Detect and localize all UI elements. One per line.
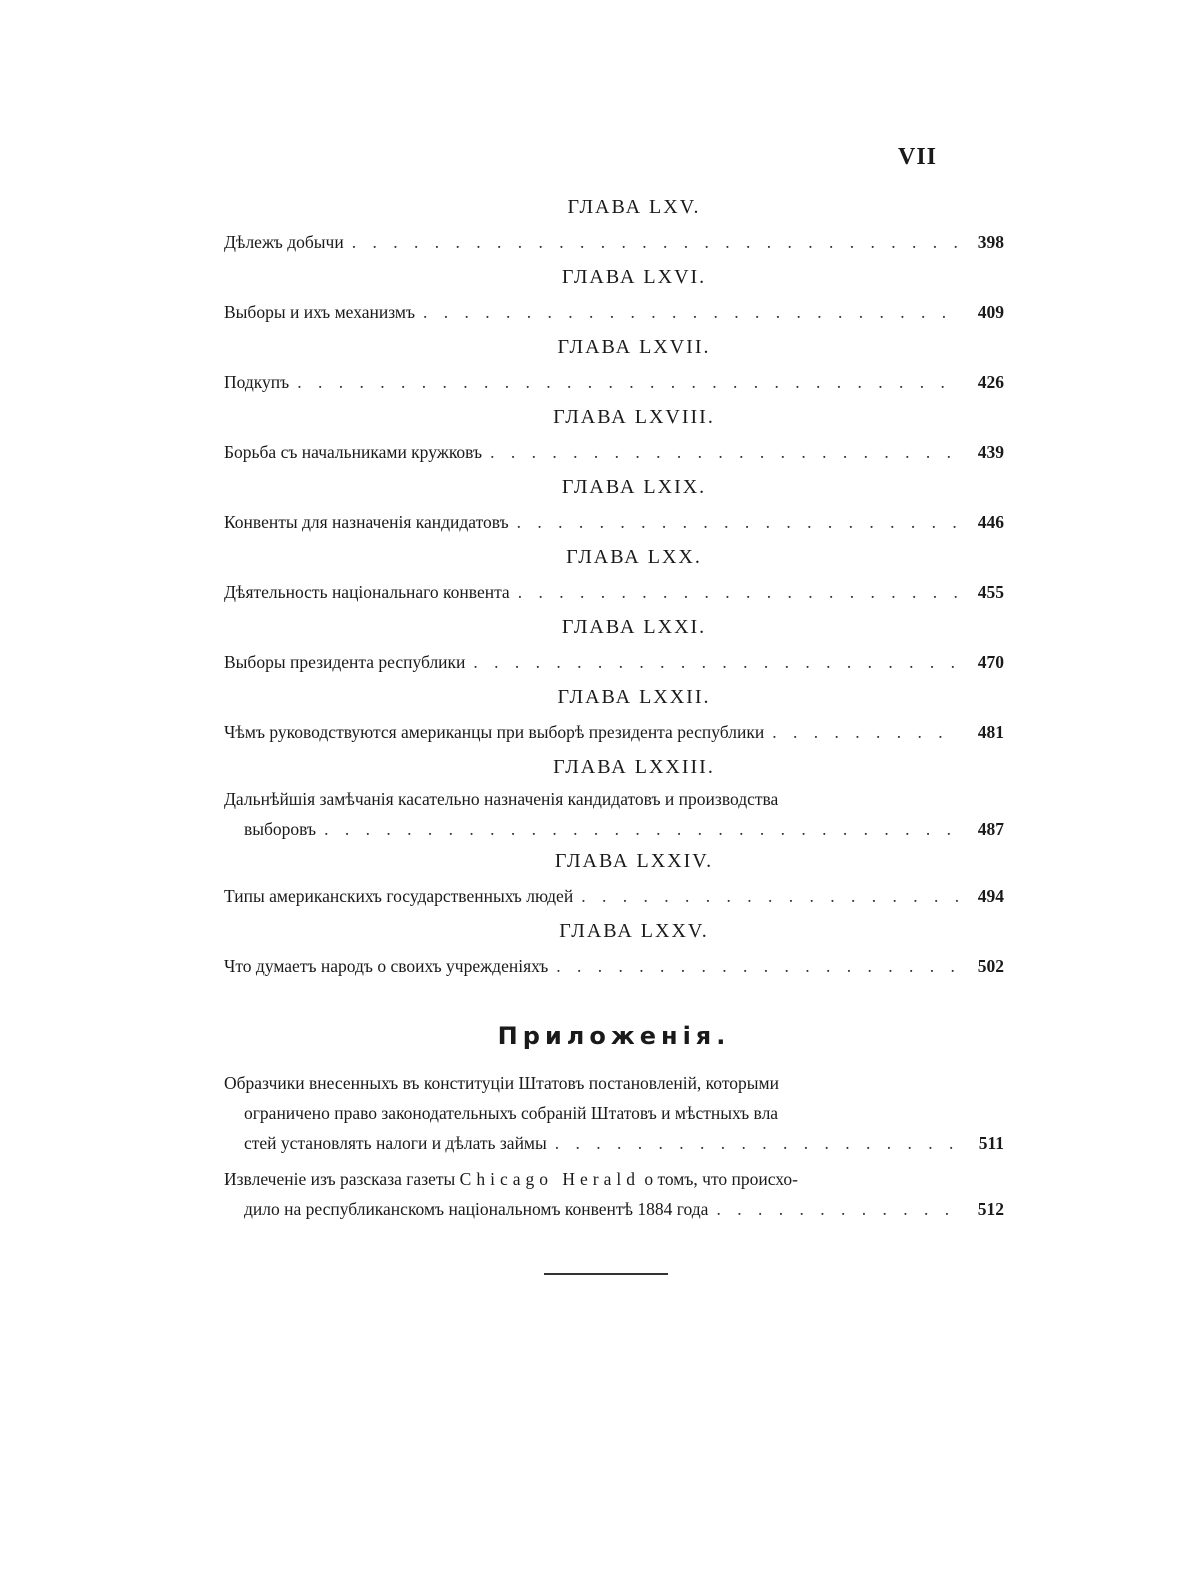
leader-dots [473,644,958,680]
appendix-entry-page: 512 [977,1199,1004,1219]
toc-entry [224,878,1004,914]
toc-entry-page: 398 [977,232,1004,252]
page-number: VII [898,144,938,170]
appendix-entry-line2: ограничено право законодательныхъ собраній Штатовъ и мѣстныхъ вла [244,1103,779,1123]
toc-entry-title: Конвенты для назначенія кандидатовъ [224,512,509,532]
toc-entry-title-line2: выборовъ [244,819,317,839]
leader-dots [490,434,958,470]
toc-entry-page: 426 [977,372,1004,392]
toc-entry-page: 455 [977,582,1004,602]
toc-entry-page: 409 [977,302,1004,322]
toc-entry [224,644,1004,680]
toc-entry-page: 502 [977,956,1004,976]
appendix-entry-line1: Образчики внесенныхъ въ конституціи Штатовъ постановленій, которыми [224,1073,779,1093]
chapter-heading: ГЛАВА LXXIV. [554,850,714,872]
toc-entry-page: 494 [977,886,1004,906]
toc-entry [224,294,1004,330]
appendix-heading: Приложенія. [497,1022,731,1050]
toc-entry [224,364,1004,400]
chapter-heading: ГЛАВА LXXIII. [553,756,715,778]
chapter-heading: ГЛАВА LXVI. [561,266,707,288]
leader-dots [581,878,958,914]
appendix-entry-line3: стей установлять налоги и дѣлать займы [244,1133,547,1153]
toc-entry-title: Что думаетъ народъ о своихъ учрежденіяхъ [224,956,549,976]
chapter-heading: ГЛАВА LXXII. [557,686,711,708]
toc-entry-title: Дѣлежъ добычи [224,232,344,252]
appendix-entry [224,1164,1004,1224]
appendix-entry-line1-start: Извлеченіе изъ разсказа газеты [224,1169,456,1189]
appendix-entry-line2: дило на республиканскомъ національномъ конвентѣ 1884 года [244,1199,709,1219]
leader-dots [556,948,958,984]
toc-entry [224,714,1004,750]
appendix-entry-line1-end: о томъ, что происхо- [644,1169,798,1189]
leader-dots [555,1128,958,1158]
toc-entry-page: 470 [977,652,1004,672]
toc-entry-title: Дѣятельность національнаго конвента [224,582,510,602]
chapter-heading: ГЛАВА LXX. [566,546,702,568]
chapter-heading: ГЛАВА LXXI. [561,616,707,638]
table-of-contents [224,190,1004,1230]
toc-entry-page: 446 [977,512,1004,532]
appendix-entry-page: 511 [978,1133,1004,1153]
appendix-entry-line1 [224,1164,1004,1194]
toc-entry-title: Чѣмъ руководствуются американцы при выборѣ президента республики [224,722,765,742]
leader-dots [517,504,958,540]
leader-dots [297,364,958,400]
chapter-heading: ГЛАВА LXV. [567,196,701,218]
toc-entry [224,224,1004,260]
chapter-heading: ГЛАВА LXIX. [561,476,707,498]
toc-entry-title: Борьба съ начальниками кружковъ [224,442,483,462]
leader-dots [423,294,958,330]
toc-entry-title: Типы американскихъ государственныхъ людей [224,886,574,906]
end-rule [544,1273,668,1275]
toc-entry [224,504,1004,540]
newspaper-name: Chicago Herald [459,1169,640,1189]
chapter-heading: ГЛАВА LXVII. [557,336,711,358]
leader-dots [772,714,958,750]
toc-entry-title: Подкупъ [224,372,290,392]
toc-entry-title: Выборы президента республики [224,652,466,672]
leader-dots [324,814,958,844]
toc-entry-page: 439 [977,442,1004,462]
toc-entry-page: 481 [977,722,1004,742]
toc-entry [224,574,1004,610]
toc-entry [224,948,1004,984]
chapter-heading: ГЛАВА LXXV. [559,920,709,942]
toc-entry-title-line1: Дальнѣйшія замѣчанія касательно назначенія кандидатовъ и производства [224,789,779,809]
toc-entry-page: 487 [977,819,1004,839]
toc-entry-title: Выборы и ихъ механизмъ [224,302,415,322]
leader-dots [352,224,958,260]
toc-entry [224,784,1004,844]
leader-dots [716,1194,958,1224]
appendix-entry [224,1068,1004,1158]
toc-entry [224,434,1004,470]
chapter-heading: ГЛАВА LXVIII. [553,406,715,428]
leader-dots [518,574,958,610]
